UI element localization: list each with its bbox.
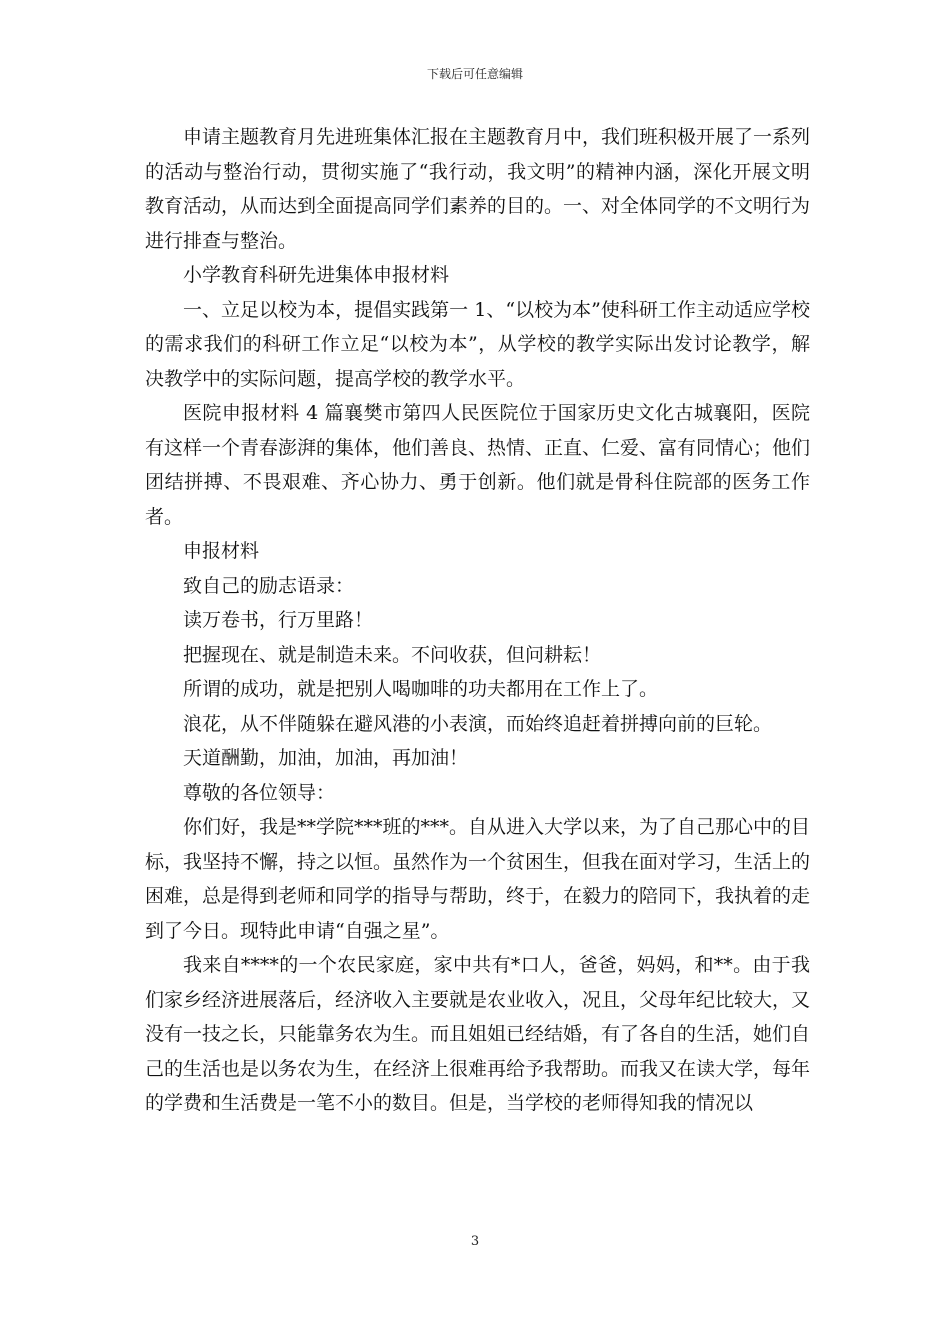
paragraph: 小学教育科研先进集体申报材料 xyxy=(183,264,450,286)
paragraph: 致自己的励志语录： xyxy=(183,574,355,597)
paragraph: 尊敬的各位领导： xyxy=(183,781,336,804)
paragraph: 所谓的成功，就是把别人喝咖啡的功夫都用在工作上了。 xyxy=(183,678,659,700)
paragraph: 申请主题教育月先进班集体汇报在主题教育月中，我们班积极开展了一系列的活动与整治行动，贯彻实施了“我行动，我文明”的精神内涵，深化开展文明教育活动，从而达到全面提高同学们素养的目的。一、对全体同学的不文明行为进行排查与整治。 xyxy=(145,126,811,252)
paragraph: 我来自****的一个农民家庭，家中共有*口人，爸爸，妈妈，和**。由于我们家乡经济进展落后，经济收入主要就是农业收入，况且，父母年纪比较大，又没有一技之长，只能靠务农为生。而且姐姐已经结婚，有了各自的生活，她们自己的生活也是以务农为生，在经济上很难再给予我帮助。而我又在读大学，每年的学费和生活费是一笔不小的数目。但是，当学校的老师得知我的情况以 xyxy=(145,954,811,1114)
paragraph: 你们好，我是**学院***班的***。自从进入大学以来，为了自己那心中的目标，我坚持不懈，持之以恒。虽然作为一个贫困生，但我在面对学习，生活上的困难，总是得到老师和同学的指导与帮助，终于，在毅力的陪同下，我执着的走到了今日。现特此申请“自强之星”。 xyxy=(145,816,811,942)
paragraph: 天道酬勤，加油，加油，再加油！ xyxy=(183,747,469,769)
paragraph: 一、立足以校为本，提倡实践第一 1、“以校为本”使科研工作主动适应学校的需求我们的科研工作立足“以校为本”，从学校的教学实际出发讨论教学，解决教学中的实际问题，提高学校的教学水平。 xyxy=(145,298,810,390)
page-number: 3 xyxy=(470,1234,480,1249)
paragraph: 读万卷书，行万里路！ xyxy=(183,609,374,631)
paragraph: 把握现在、就是制造未来。不问收获，但问耕耘！ xyxy=(183,643,602,666)
page-header: 下载后可任意编辑 xyxy=(426,67,523,81)
document-body xyxy=(145,120,810,1121)
paragraph: 申报材料 xyxy=(183,540,260,562)
paragraph: 医院申报材料 4 篇襄樊市第四人民医院位于国家历史文化古城襄阳，医院有这样一个青春澎湃的集体，他们善良、热情、正直、仁爱、富有同情心；他们团结拼搏、不畏艰难、齐心协力、勇于创新。他们就是骨科住院部的医务工作者。 xyxy=(145,402,811,528)
paragraph: 浪花，从不伴随躲在避风港的小表演，而始终追赶着拼搏向前的巨轮。 xyxy=(183,712,773,735)
